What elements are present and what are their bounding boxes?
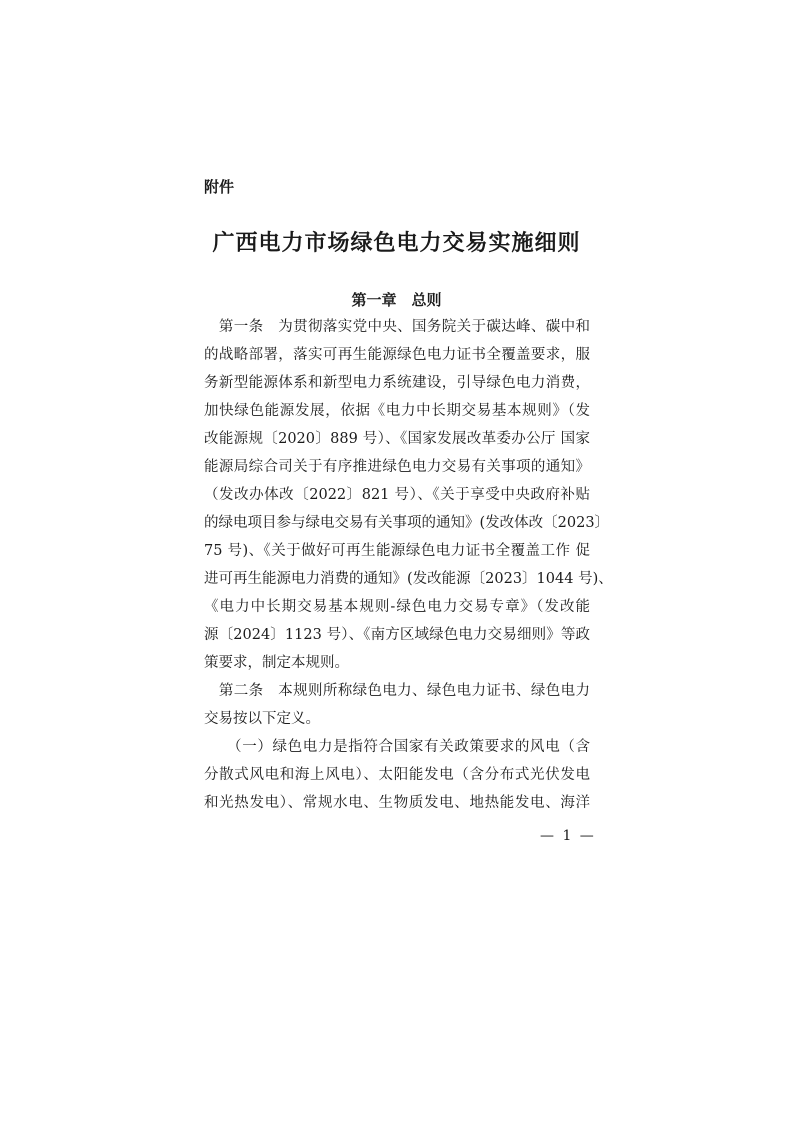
body-line: 第二条 本规则所称绿色电力、绿色电力证书、绿色电力	[204, 683, 590, 699]
body-line: 75 号)、《关于做好可再生能源绿色电力证书全覆盖工作 促	[204, 543, 590, 559]
document-title: 广西电力市场绿色电力交易实施细则	[212, 230, 581, 256]
body-line: 第一条 为贯彻落实党中央、国务院关于碳达峰、碳中和	[204, 319, 590, 335]
body-line: （一）绿色电力是指符合国家有关政策要求的风电（含	[204, 739, 590, 755]
body-line: 改能源规〔2020〕889 号）、《国家发展改革委办公厅 国家	[204, 431, 590, 447]
attachment-label: 附件	[204, 178, 235, 196]
body-line: 分散式风电和海上风电）、太阳能发电（含分布式光伏发电	[204, 767, 590, 783]
body-line: 策要求，制定本规则。	[204, 655, 349, 671]
body-line: 的绿电项目参与绿电交易有关事项的通知》(发改体改〔2023〕	[204, 515, 610, 531]
body-line: 的战略部署，落实可再生能源绿色电力证书全覆盖要求，服	[204, 347, 590, 363]
chapter-heading: 第一章 总则	[351, 291, 442, 309]
body-line: 和光热发电）、常规水电、生物质发电、地热能发电、海洋	[204, 795, 590, 811]
body-line: 交易按以下定义。	[204, 711, 320, 727]
page-number: — 1 —	[540, 828, 596, 844]
body-line: 《电力中长期交易基本规则-绿色电力交易专章》（发改能	[204, 599, 590, 615]
body-line: 务新型能源体系和新型电力系统建设，引导绿色电力消费，	[204, 375, 590, 391]
body-line: 加快绿色能源发展，依据《电力中长期交易基本规则》（发	[204, 403, 590, 419]
body-line: 源〔2024〕1123 号）、《南方区域绿色电力交易细则》等政	[204, 627, 590, 643]
body-line: 能源局综合司关于有序推进绿色电力交易有关事项的通知》	[204, 459, 590, 475]
body-line: （发改办体改〔2022〕821 号）、《关于享受中央政府补贴	[204, 487, 590, 503]
body-line: 进可再生能源电力消费的通知》(发改能源〔2023〕1044 号)、	[204, 571, 613, 587]
